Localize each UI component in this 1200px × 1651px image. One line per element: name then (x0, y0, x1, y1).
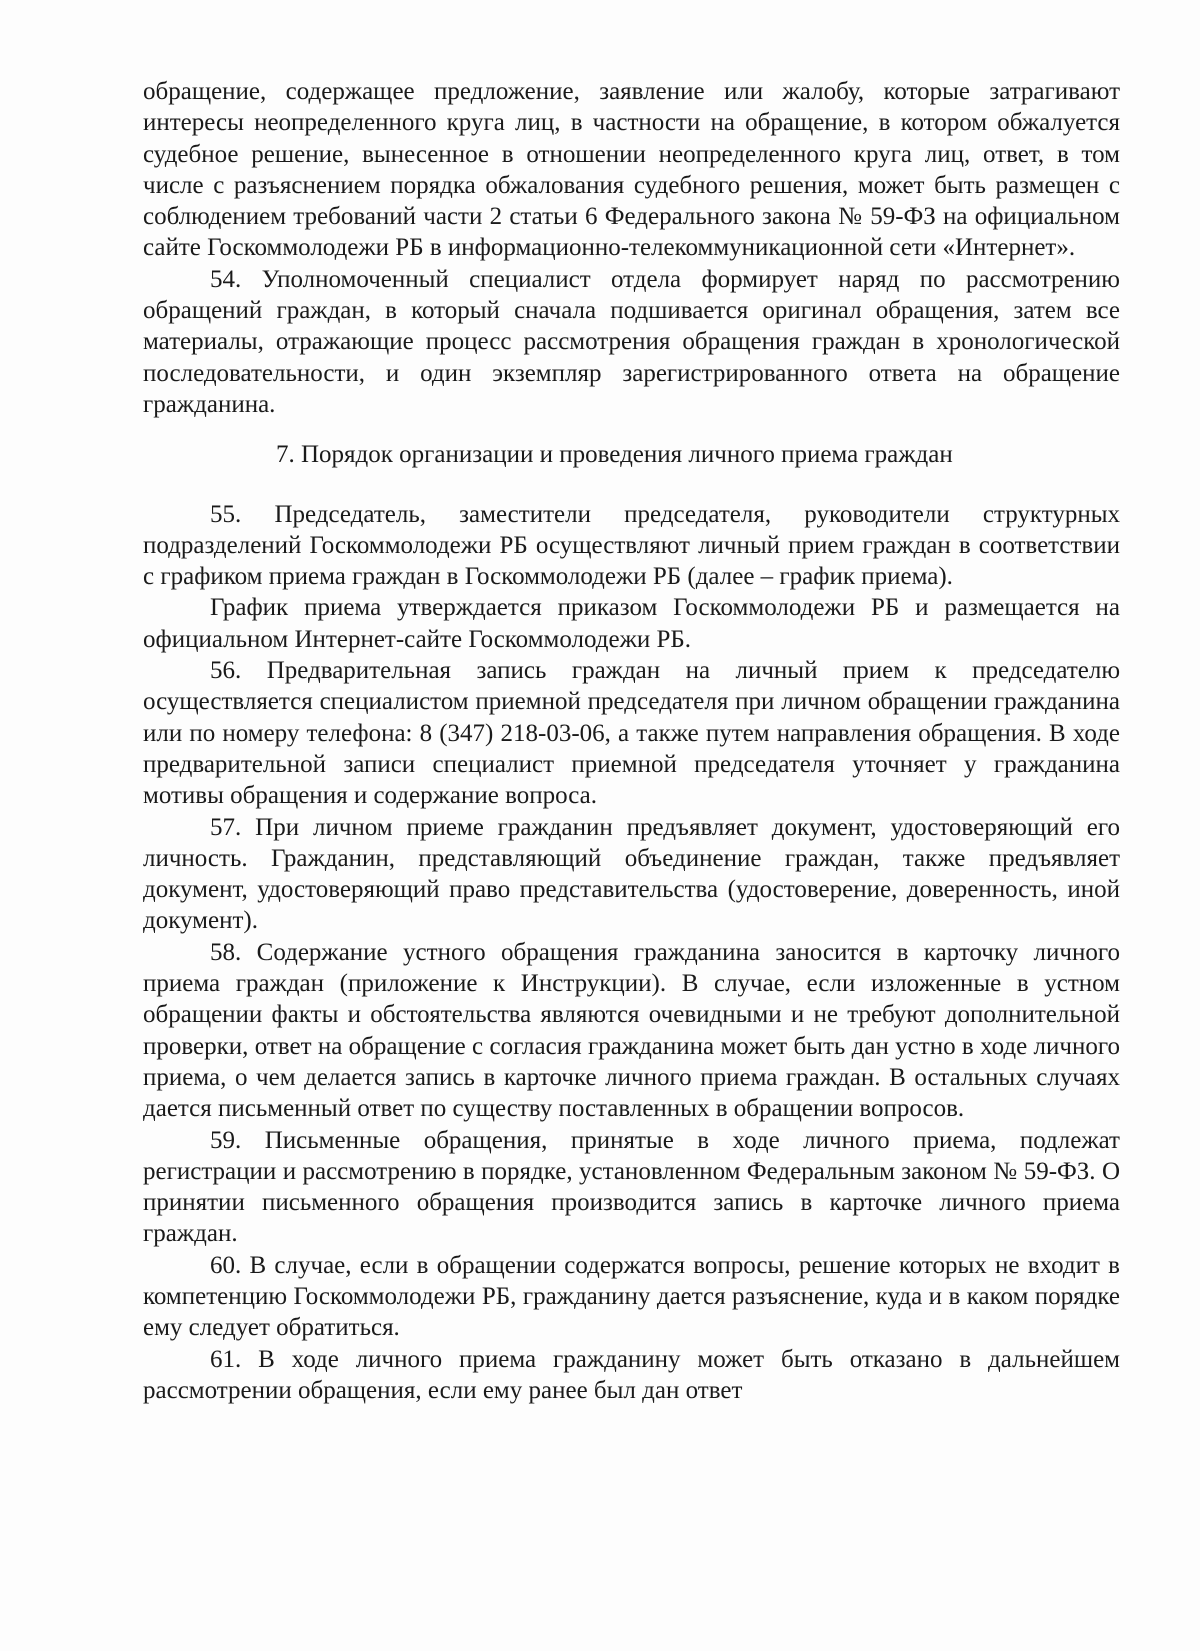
paragraph-57: 57. При личном приеме гражданин предъявляет документ, удостоверяющий его личность. Гражданин, представляющий объединение граждан, также предъявляет документ, удостоверяющий право представительства (удостоверение, доверенность, иной документ). (143, 813, 1120, 935)
paragraph-61: 61. В ходе личного приема гражданину может быть отказано в дальнейшем рассмотрении обращения, если ему ранее был дан ответ (143, 1345, 1120, 1404)
paragraph-55-schedule: График приема утверждается приказом Госкоммолодежи РБ и размещается на официальном Интернет-сайте Госкоммолодежи РБ. (143, 594, 1120, 653)
paragraph-56: 56. Предварительная запись граждан на личный прием к председателю осуществляется специалистом приемной председателя при личном обращении гражданина или по номеру телефона: 8 (347) 218-03-06, а также путем направления обращения. В ходе предварительной записи специалист приемной председателя уточняет у гражданина мотивы обращения и содержание вопроса. (143, 657, 1120, 810)
section-heading-7: 7. Порядок организации и проведения личного приема граждан (276, 441, 953, 469)
paragraph-58: 58. Содержание устного обращения гражданина заносится в карточку личного приема граждан (приложение к Инструкции). В случае, если изложенные в устном обращении факты и обстоятельства являются очевидными и не требуют дополнительной проверки, ответ на обращение с согласия гражданина может быть дан устно в ходе личного приема, о чем делается запись в карточке личного приема граждан. В остальных случаях дается письменный ответ по существу поставленных в обращении вопросов. (143, 938, 1120, 1123)
document-body (143, 76, 1120, 1406)
paragraph-55: 55. Председатель, заместители председателя, руководители структурных подразделений Госкоммолодежи РБ осуществляют личный прием граждан в соответствии с графиком приема граждан в Госкоммолодежи РБ (далее – график приема). (143, 500, 1120, 591)
paragraph-59: 59. Письменные обращения, принятые в ходе личного приема, подлежат регистрации и рассмотрению в порядке, установленном Федеральным законом № 59-ФЗ. О принятии письменного обращения производится запись в карточке личного приема граждан. (143, 1126, 1120, 1248)
paragraph-53-continuation: обращение, содержащее предложение, заявление или жалобу, которые затрагивают интересы неопределенного круга лиц, в частности на обращение, в котором обжалуется судебное решение, вынесенное в отношении неопределенного круга лиц, ответ, в том числе с разъяснением порядка обжалования судебного решения, может быть размещен с соблюдением требований части 2 статьи 6 Федерального закона № 59-ФЗ на официальном сайте Госкоммолодежи РБ в информационно-телекоммуникационной сети «Интернет». (143, 78, 1120, 262)
paragraph-60: 60. В случае, если в обращении содержатся вопросы, решение которых не входит в компетенцию Госкоммолодежи РБ, гражданину дается разъяснение, куда и в каком порядке ему следует обратиться. (143, 1251, 1120, 1342)
paragraph-54: 54. Уполномоченный специалист отдела формирует наряд по рассмотрению обращений граждан, в который сначала подшивается оригинал обращения, затем все материалы, отражающие процесс рассмотрения обращения граждан в хронологической последовательности, и один экземпляр зарегистрированного ответа на обращение гражданина. (143, 265, 1120, 418)
